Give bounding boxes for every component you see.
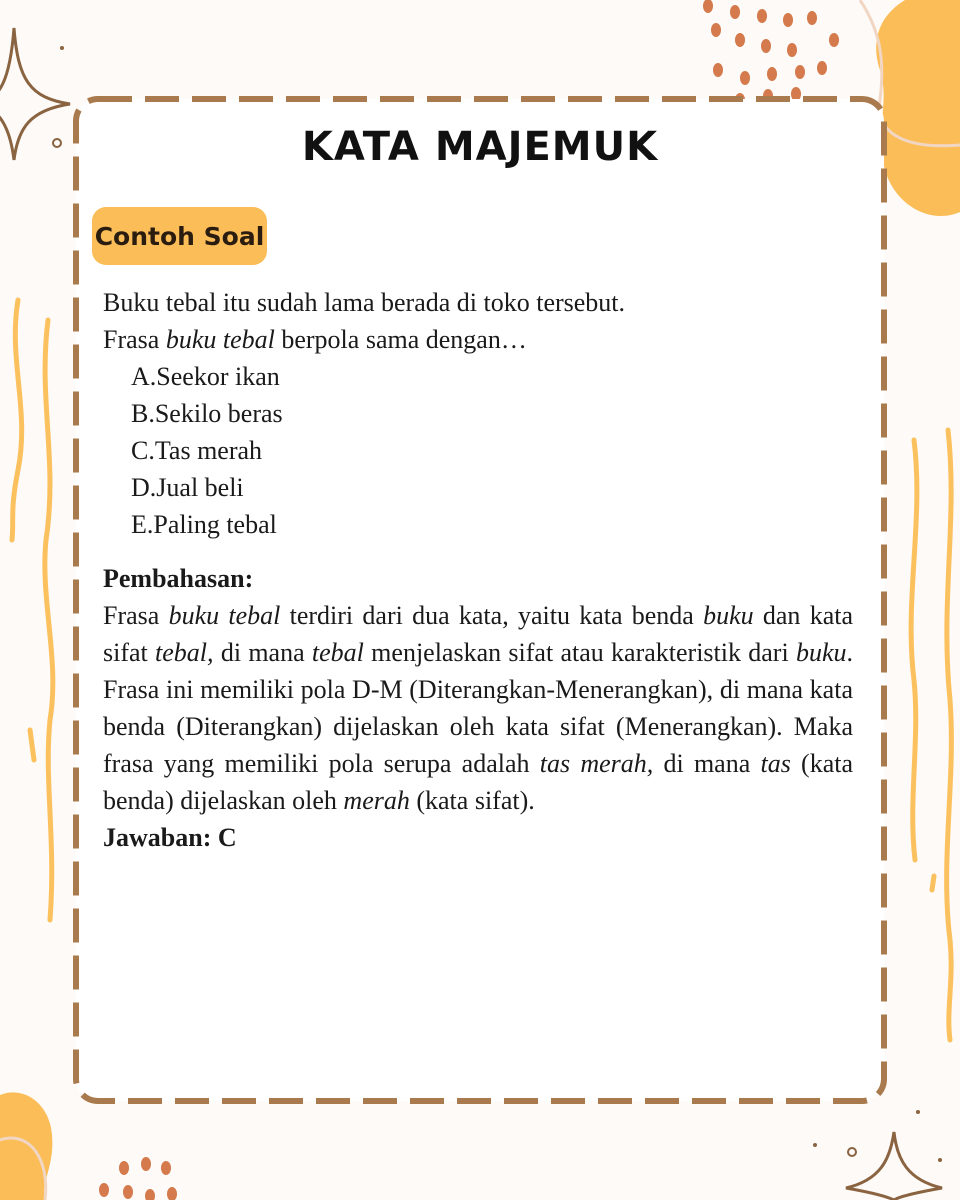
blob-top-right: [876, 0, 960, 216]
question-sentence: Buku tebal itu sudah lama berada di toko tersebut.: [103, 288, 626, 317]
discussion-body: Frasa buku tebal terdiri dari dua kata, yaitu kata benda buku dan kata sifat tebal, di mana tebal menjelaskan sifat atau karakteristik dari buku. Frasa ini memiliki pola D-M (Diterangkan-Menerangkan), di mana kata benda (Diterangkan) dijelaskan oleh kata sifat (Menerangkan). Maka frasa yang memiliki pola serupa adalah tas merah, di mana tas (kata benda) dijelaskan oleh merah (kata sifat).: [103, 601, 854, 815]
options-list: [103, 358, 853, 543]
discussion-block: [103, 560, 853, 856]
small-circle: [848, 1148, 856, 1156]
section-badge: Contoh Soal: [92, 207, 267, 265]
option-d: D.Jual beli: [131, 473, 244, 502]
discussion-heading: Pembahasan:: [103, 564, 254, 593]
dots-bottom: [99, 1157, 177, 1200]
option-a: A.Seekor ikan: [131, 362, 280, 391]
squiggles-left: [12, 300, 53, 920]
squiggles-right: [911, 430, 951, 1040]
option-e: E.Paling tebal: [131, 510, 277, 539]
answer: Jawaban: C: [103, 823, 237, 852]
dots-top: [703, 0, 839, 107]
question-block: [103, 284, 853, 543]
option-b: B.Sekilo beras: [131, 399, 283, 428]
page-title: KATA MAJEMUK: [301, 124, 659, 170]
option-c: C.Tas merah: [131, 436, 263, 465]
sparkle-bottom-right: [846, 1132, 942, 1200]
question-prompt: Frasa buku tebal berpola sama dengan…: [103, 325, 527, 354]
